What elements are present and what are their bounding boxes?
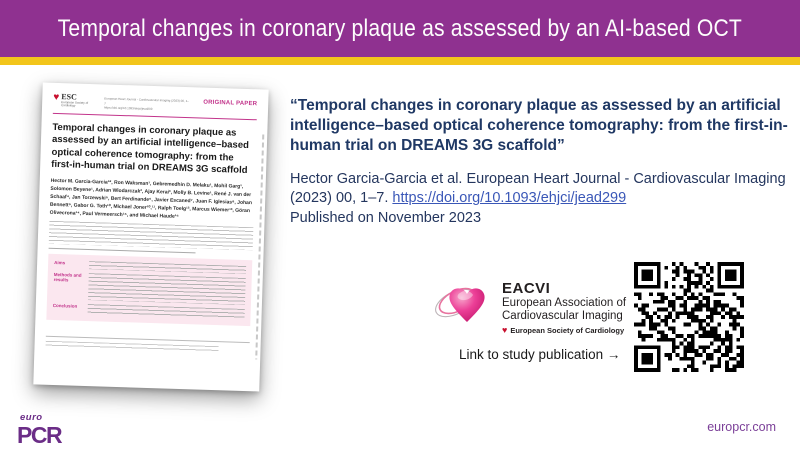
europcr-logo <box>17 413 61 447</box>
original-paper-badge: ORIGINAL PAPER <box>203 99 258 108</box>
esc-logo-text <box>61 93 91 109</box>
abstract-label: Methods and results <box>53 271 82 283</box>
europcr-logo-pcr: PCR <box>17 421 62 448</box>
citation-block <box>290 170 790 228</box>
paper-authors: Hector M. Garcia-Garcia¹*, Ron Waksman¹, Gebremedhin D. Melaku¹, Mohil Garg¹, Solomon Beyene¹, Adrian Wlodarczak², Ajay Kerai³, Molly B. Levine¹, René J. van der Schaaf⁴, Jan Torzewski⁵, Bert Ferdinande⁶, Javier Escaned⁷, Juan F. Iglesias⁸, Johan Bennett⁹, Gabor G. Toth¹⁰, Michael Joner¹⁰,¹¹, Ralph Toelg¹², Marcus Wiemer¹³, Göran Olivecrona¹⁴, Paul Vermeersch¹⁵, and Michael Haude¹⁶ <box>49 177 253 220</box>
eacvi-text-block <box>502 276 626 335</box>
slide-title: Temporal changes in coronary plaque as assessed by an AI-based OCT <box>57 14 743 42</box>
abstract-label: Aims <box>54 259 66 265</box>
eacvi-logo <box>434 276 626 339</box>
qr-code <box>634 262 744 372</box>
abstract-text-lines <box>89 261 246 274</box>
paper-header-row <box>53 93 257 115</box>
esc-mini-heart-icon: ♥ <box>502 325 508 335</box>
esc-logo <box>53 93 91 109</box>
header-banner <box>0 0 800 57</box>
abstract-label: Conclusion <box>52 302 78 309</box>
paper-journal-line: European Heart Journal - Cardiovascular Imaging (2023) 00, 1–7 <box>104 96 190 106</box>
paper-footnote <box>45 335 249 353</box>
paper-title: Temporal changes in coronary plaque as assessed by an artificial intelligence–based optical coherence tomography: from the first-in-human trial on DREAMS 3G scaffold <box>51 121 250 177</box>
eacvi-name-line1: European Association of <box>502 297 627 309</box>
eacvi-name-line2: Cardiovascular Imaging <box>502 310 623 322</box>
esc-acronym: ESC <box>61 92 77 102</box>
paper-journal-info <box>104 96 190 112</box>
website-link[interactable]: europcr.com <box>707 420 776 434</box>
esc-subtitle: European Society of Cardiology <box>60 100 89 108</box>
study-publication-link[interactable]: Link to study publication → <box>459 347 621 362</box>
esc-society-label: European Society of Cardiology <box>510 326 625 335</box>
abstract-text-lines <box>88 273 246 305</box>
paper-abstract-box <box>46 253 252 325</box>
paper-footnote-lines <box>45 340 219 352</box>
paper-thumbnail <box>33 83 268 392</box>
eacvi-acronym: EACVI <box>502 280 551 297</box>
article-title-quote: “Temporal changes in coronary plaque as assessed by an artificial intelligence–based optical coherence tomography: from the first-in-human trial on DREAMS 3G scaffold” <box>290 97 788 155</box>
esc-society-row <box>502 326 626 335</box>
abstract-text-lines <box>88 304 245 320</box>
citation-text: Hector Garcia-Garcia et al. European Heart Journal - Cardiovascular Imaging (2023) 00, 1–7. <box>290 171 786 207</box>
paper-sidebar-download-text <box>255 134 264 359</box>
published-date: Published on November 2023 <box>290 209 482 226</box>
abstract-row-methods <box>53 272 246 305</box>
gold-accent-bar <box>0 57 800 65</box>
eacvi-heart-icon <box>434 276 498 339</box>
paper-doi-line: https://doi.org/10.1093/ehjci/jead299 <box>103 105 153 111</box>
esc-heart-icon: ♥ <box>53 91 60 104</box>
doi-link[interactable]: https://doi.org/10.1093/ehjci/jead299 <box>392 190 627 207</box>
paper-affiliations-text <box>49 220 254 249</box>
paper-received-line <box>49 247 196 253</box>
abstract-row-conclusion <box>53 303 245 320</box>
europcr-logo-euro: euro <box>20 412 43 423</box>
paper-first-page <box>33 83 268 392</box>
